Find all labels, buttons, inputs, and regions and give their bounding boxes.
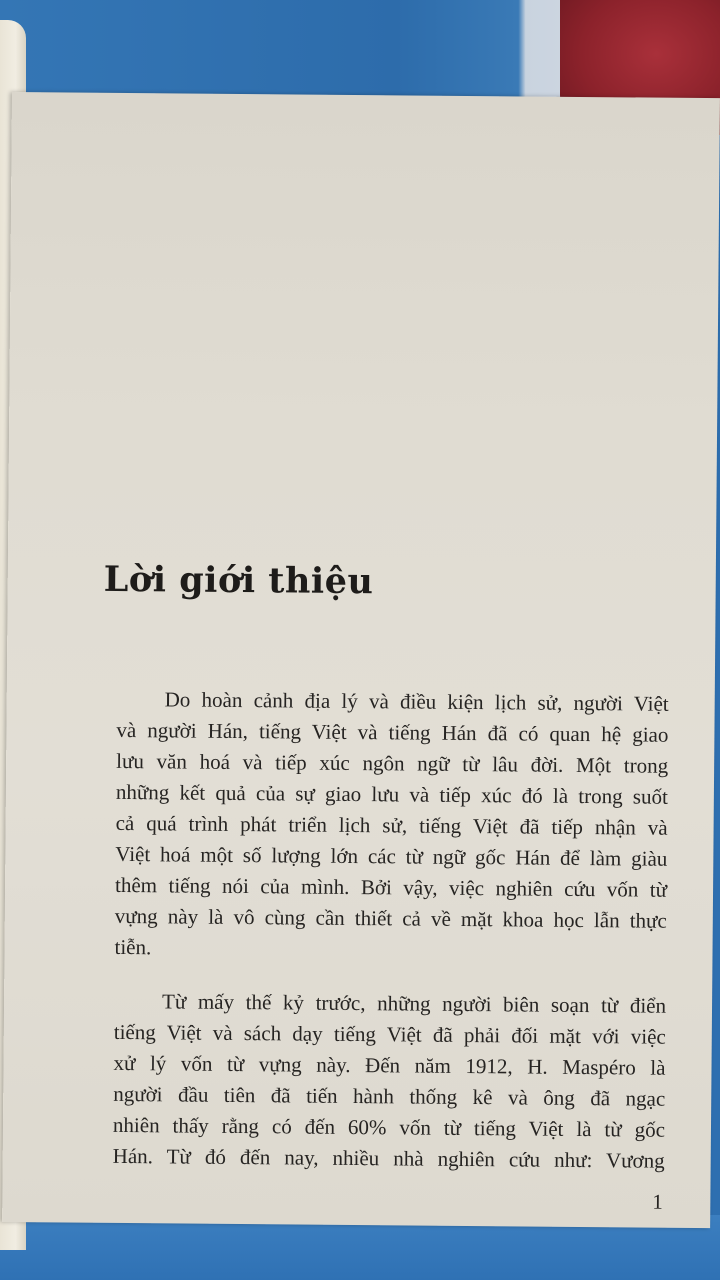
paragraph-line: tiếng Việt và sách dạy tiếng Việt đã phải đối mặt với việc bbox=[113, 1019, 666, 1049]
paragraph-line: tiễn. bbox=[114, 934, 152, 960]
paragraph-line: và người Hán, tiếng Việt và tiếng Hán đã có quan hệ giao bbox=[116, 717, 669, 747]
paragraph-line: thêm tiếng nói của mình. Bởi vậy, việc nghiên cứu vốn từ bbox=[114, 872, 668, 902]
paragraph-line: lưu văn hoá và tiếp xúc ngôn ngữ từ lâu đời. Một trong bbox=[116, 748, 669, 778]
paragraph-line: vựng này là vô cùng cần thiết cả về mặt khoa học lẫn thực bbox=[114, 903, 667, 933]
paragraph-line: Do hoàn cảnh địa lý và điều kiện lịch sử, người Việt bbox=[164, 687, 669, 716]
paragraph-2 bbox=[113, 986, 667, 1177]
page-number: 1 bbox=[652, 1189, 663, 1214]
paragraph-1 bbox=[114, 684, 668, 968]
paragraph-line: Hán. Từ đó đến nay, nhiều nhà nghiên cứu như: Vương bbox=[112, 1143, 665, 1173]
paragraph-line: Từ mấy thế kỷ trước, những người biên soạn từ điển bbox=[161, 989, 667, 1018]
paragraph-line: xử lý vốn từ vựng này. Đến năm 1912, H. Maspéro là bbox=[113, 1050, 666, 1080]
paragraph-line: những kết quả của sự giao lưu và tiếp xúc đó là trong suốt bbox=[115, 779, 668, 809]
page-heading: Lời giới thiệu bbox=[103, 558, 374, 603]
paragraph-line: cả quá trình phát triển lịch sử, tiếng Việt đã tiếp nhận và bbox=[115, 810, 668, 840]
book-page bbox=[2, 92, 720, 1228]
paragraph-line: nhiên thấy rằng có đến 60% vốn từ tiếng Việt là từ gốc bbox=[112, 1112, 666, 1142]
paragraph-line: người đầu tiên đã tiến hành thống kê và ông đã ngạc bbox=[113, 1081, 666, 1111]
paragraph-line: Việt hoá một số lượng lớn các từ ngữ gốc Hán để làm giàu bbox=[115, 841, 668, 871]
